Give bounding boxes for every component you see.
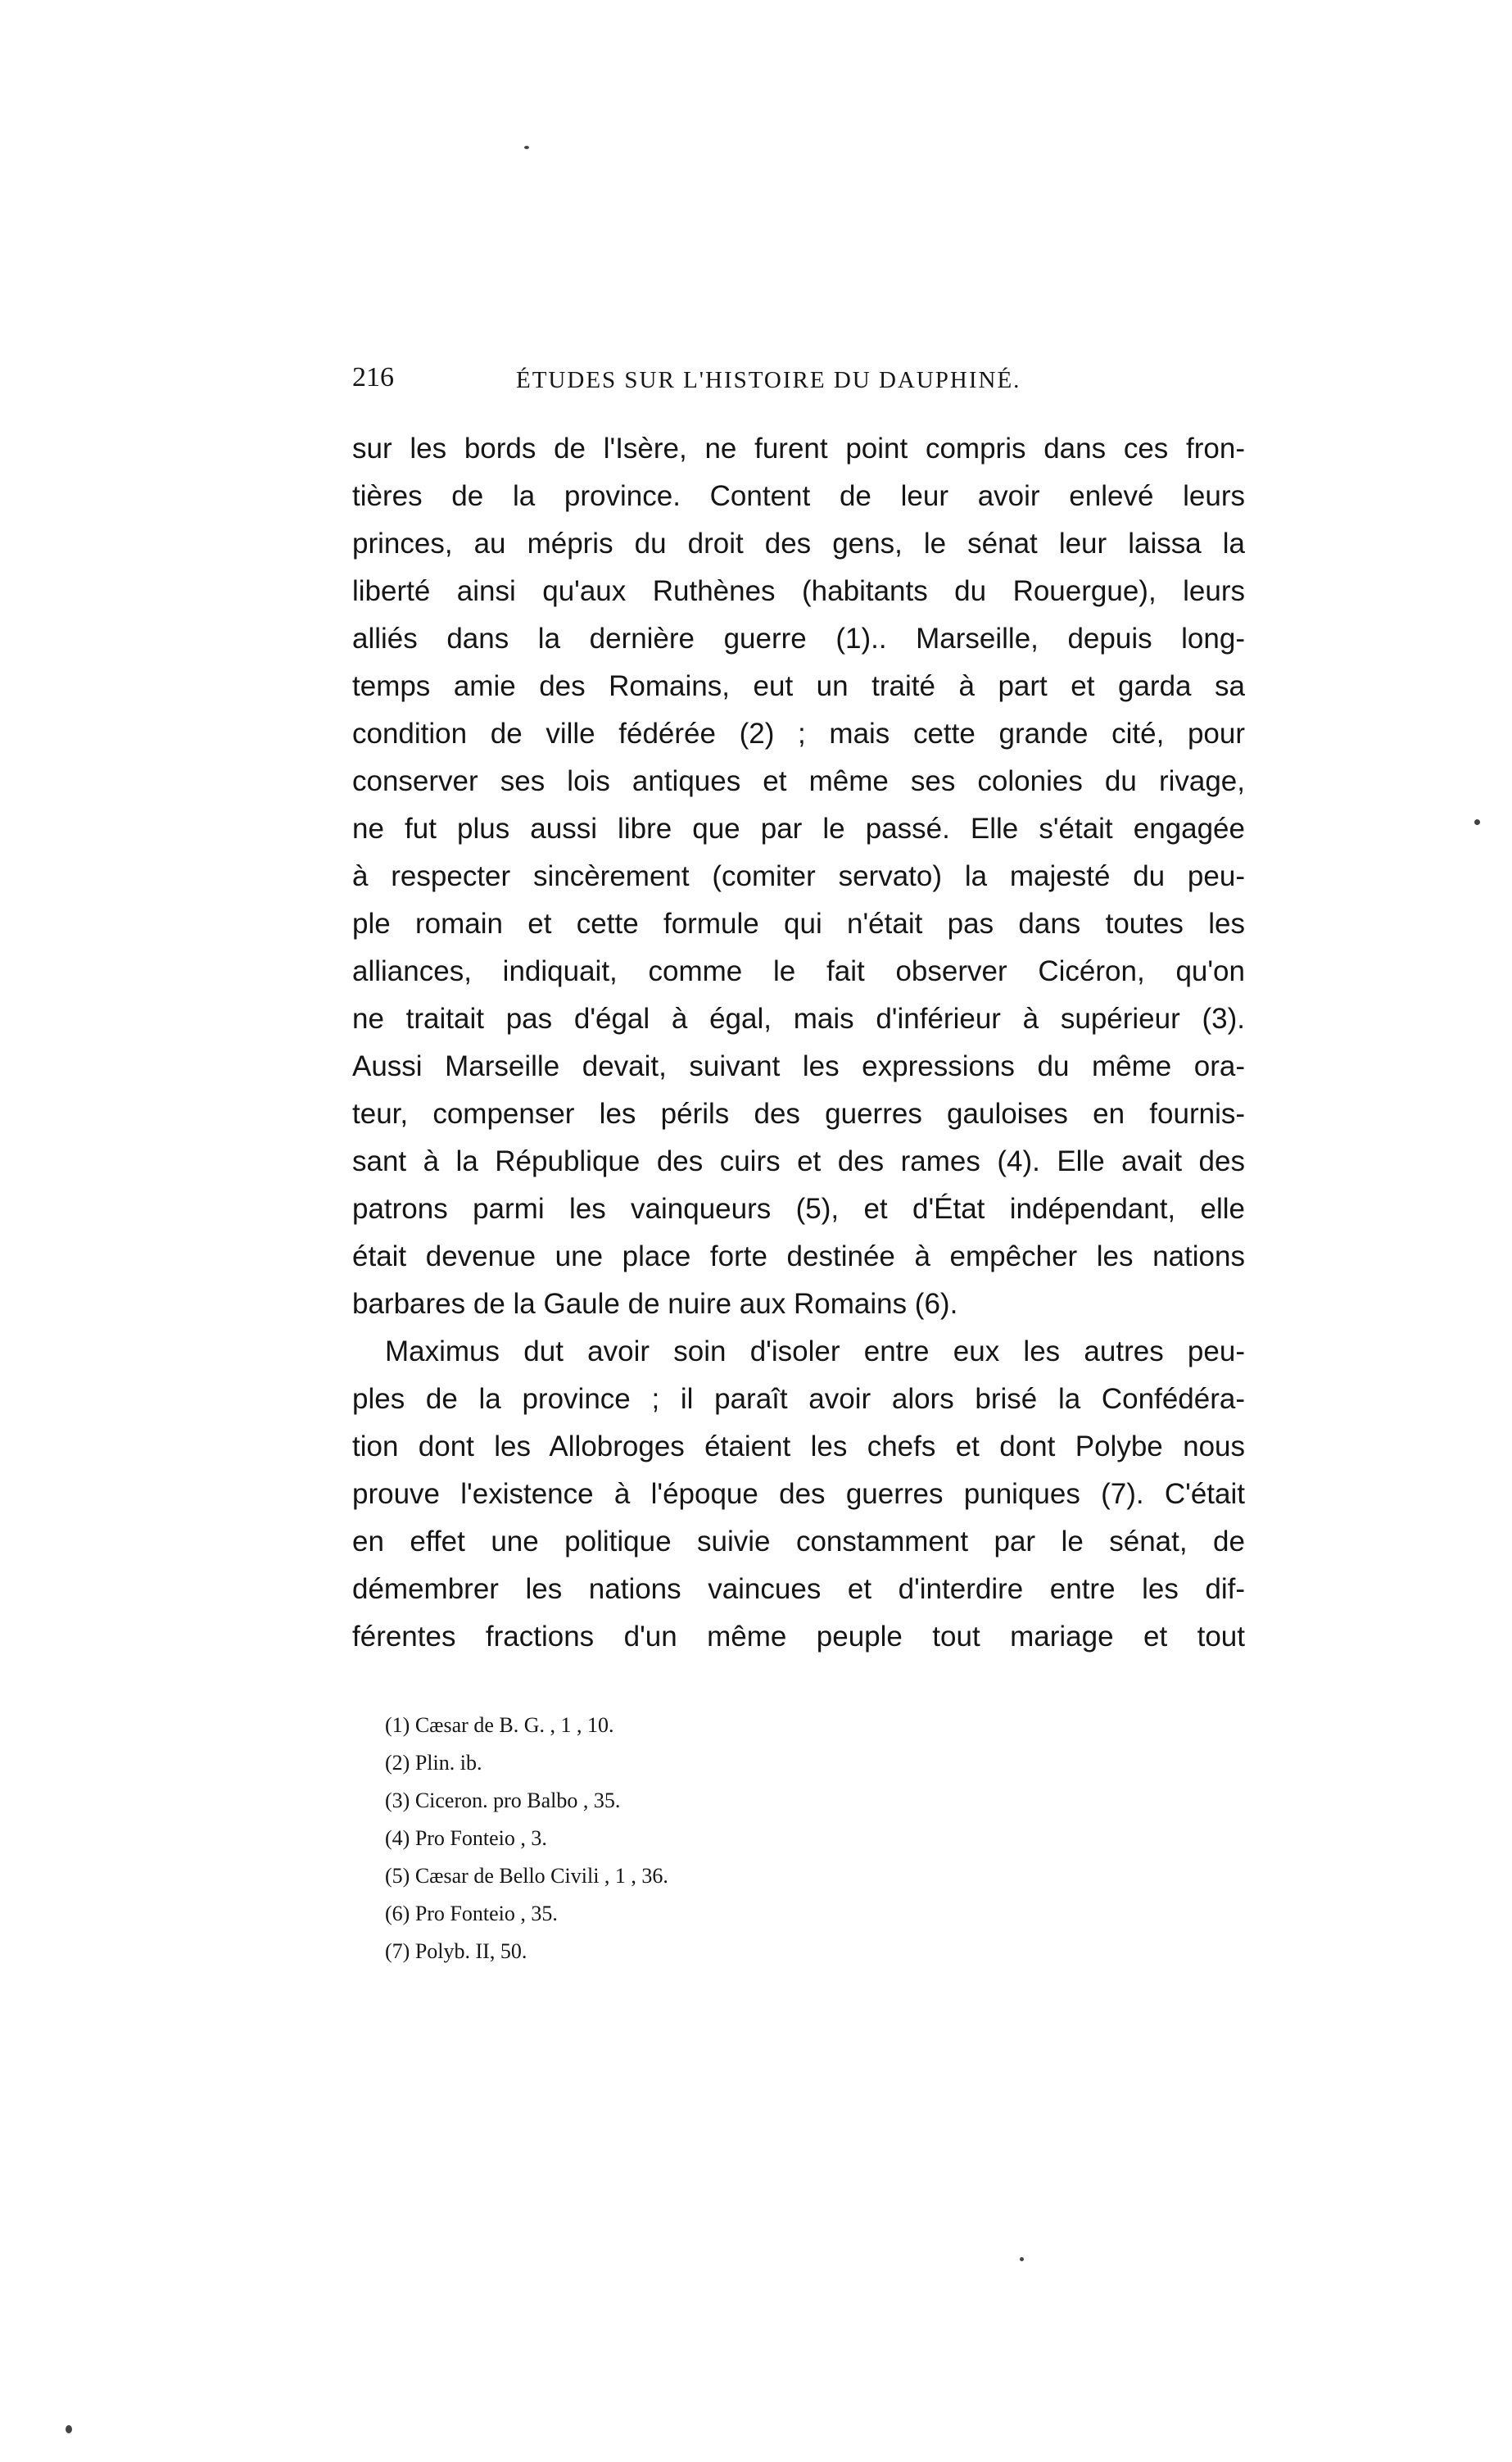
text-line: liberté ainsi qu'aux Ruthènes (habitants du Rouergue), leurs: [352, 575, 1245, 607]
text-line: démembrer les nations vaincues et d'interdire entre les dif-: [352, 1573, 1245, 1605]
text-line: princes, au mépris du droit des gens, le sénat leur laissa la: [352, 528, 1245, 560]
text-line: ne fut plus aussi libre que par le passé. Elle s'était engagée: [352, 813, 1245, 845]
text-line: alliés dans la dernière guerre (1).. Marseille, depuis long-: [352, 623, 1245, 655]
footnote: (2) Plin. ib.: [385, 1751, 482, 1775]
scan-speck: [1474, 819, 1480, 825]
text-line: férentes fractions d'un même peuple tout mariage et tout: [352, 1621, 1245, 1653]
scan-speck: [524, 146, 529, 149]
text-line: barbares de la Gaule de nuire aux Romains (6).: [352, 1288, 958, 1320]
text-line: condition de ville fédérée (2) ; mais cette grande cité, pour: [352, 718, 1245, 750]
footnote: (7) Polyb. II, 50.: [385, 1939, 527, 1963]
footnote: (4) Pro Fonteio , 3.: [385, 1826, 547, 1850]
body-text: [352, 425, 1245, 1661]
footnote: (3) Ciceron. pro Balbo , 35.: [385, 1789, 621, 1812]
text-line: sant à la République des cuirs et des rames (4). Elle avait des: [352, 1145, 1245, 1177]
text-line: tières de la province. Content de leur avoir enlevé leurs: [352, 480, 1245, 512]
running-head: ÉTUDES SUR L'HISTOIRE DU DAUPHINÉ.: [516, 367, 1021, 393]
text-line: tion dont les Allobroges étaient les chefs et dont Polybe nous: [352, 1430, 1245, 1462]
text-line: en effet une politique suivie constamment par le sénat, de: [352, 1526, 1245, 1557]
footnote: (5) Cæsar de Bello Civili , 1 , 36.: [385, 1864, 668, 1888]
text-line: conserver ses lois antiques et même ses colonies du rivage,: [352, 765, 1245, 797]
page-number: 216: [352, 362, 394, 392]
text-line: alliances, indiquait, comme le fait observer Cicéron, qu'on: [352, 955, 1245, 987]
text-line: temps amie des Romains, eut un traité à part et garda sa: [352, 670, 1245, 702]
scan-speck: [66, 2425, 72, 2433]
text-line: ple romain et cette formule qui n'était pas dans toutes les: [352, 908, 1245, 940]
text-line: teur, compenser les périls des guerres gauloises en fournis-: [352, 1098, 1245, 1130]
text-line: à respecter sincèrement (comiter servato) la majesté du peu-: [352, 860, 1245, 892]
text-line: Aussi Marseille devait, suivant les expressions du même ora-: [352, 1050, 1245, 1082]
footnotes: [385, 1707, 958, 1970]
text-line: était devenue une place forte destinée à empêcher les nations: [352, 1240, 1245, 1272]
text-line: sur les bords de l'Isère, ne furent point compris dans ces fron-: [352, 433, 1245, 465]
scan-speck: [1020, 2257, 1024, 2261]
text-line: ples de la province ; il paraît avoir alors brisé la Confédéra-: [352, 1383, 1245, 1415]
text-line: prouve l'existence à l'époque des guerres puniques (7). C'était: [352, 1478, 1245, 1510]
text-line: patrons parmi les vainqueurs (5), et d'État indépendant, elle: [352, 1193, 1245, 1225]
text-line: ne traitait pas d'égal à égal, mais d'inférieur à supérieur (3).: [352, 1003, 1245, 1035]
footnote: (1) Cæsar de B. G. , 1 , 10.: [385, 1713, 614, 1737]
text-line: Maximus dut avoir soin d'isoler entre eux les autres peu-: [385, 1335, 1245, 1367]
footnote: (6) Pro Fonteio , 35.: [385, 1902, 558, 1925]
